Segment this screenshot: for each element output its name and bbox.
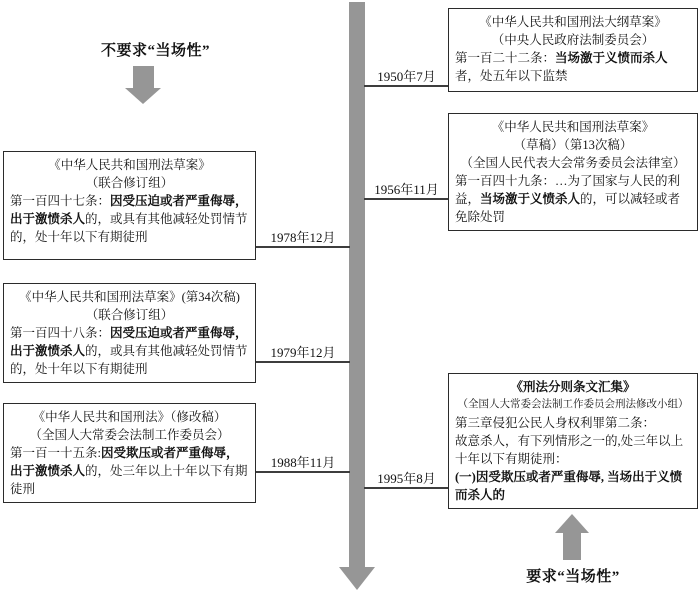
law-org: （全国人民代表大会常务委员会法律室）	[460, 156, 686, 170]
up-arrow-shaft	[563, 533, 581, 560]
timeline-bar	[349, 2, 365, 568]
body-rest: 的，或具有其他减轻处罚情节的，处十年以下有期徒刑	[10, 344, 248, 376]
date-label-1988: 1988年11月	[270, 455, 336, 470]
article-number: 第一百四十九条：…为了国家与人民的利益，	[455, 174, 681, 206]
body-rest: 者，处五年以下监禁	[455, 69, 568, 83]
timeline-down-arrowhead-icon	[339, 567, 375, 590]
law-title: 《中华人民共和国刑法草案》	[491, 120, 655, 134]
article-number: 第一百四十八条：	[10, 326, 111, 340]
law-body	[455, 49, 691, 85]
emphasis-text: 当场激于义愤杀人	[480, 192, 581, 206]
body-rest: 的，可以减轻或者免除处罚	[455, 192, 681, 224]
down-arrow-shaft	[133, 66, 154, 88]
up-arrow-head	[555, 514, 589, 533]
law-box-1956-draft	[448, 113, 698, 231]
connector-line-1988	[256, 471, 350, 473]
connector-line-1979	[256, 361, 350, 363]
law-body	[10, 444, 249, 498]
chapter-line: 第三章侵犯公民人身权利罪第二条：	[455, 416, 656, 430]
down-arrow-head	[125, 88, 161, 104]
law-title: 《中华人民共和国刑法草案》	[48, 158, 211, 172]
law-title: 《中华人民共和国刑法》（修改稿）	[32, 410, 227, 424]
article-number: 第一百二十二条：	[455, 51, 556, 65]
emphasis-text: 因受欺压或者严重侮辱，出于激愤杀人	[10, 446, 239, 478]
emphasis-text: 当场激于义愤而杀人	[555, 51, 668, 65]
connector-line-1950	[364, 85, 448, 87]
law-title: 《刑法分则条文汇集》	[510, 380, 636, 394]
law-box-1995-compilation	[448, 373, 698, 509]
body-rest: 的，或具有其他减轻处罚情节的，处十年以下有期徒刑	[10, 212, 248, 244]
law-body	[10, 324, 249, 378]
connector-line-1956	[364, 198, 448, 200]
date-label-1979: 1979年12月	[270, 345, 336, 360]
law-org: （全国人大常委会法制工作委员会）	[29, 428, 230, 442]
date-label-1956: 1956年11月	[374, 182, 439, 197]
date-label-1978: 1978年12月	[270, 230, 336, 245]
law-box-1978-draft	[3, 151, 256, 260]
emphasis-text: (一)因受欺压或者严重侮辱, 当场出于义愤而杀人的	[455, 470, 683, 502]
law-org: （中央人民政府法制委员会）	[491, 33, 655, 47]
body-rest: 的，处三年以上十年以下有期徒刑	[10, 464, 248, 496]
law-box-1950-outline	[448, 8, 698, 92]
law-title: 《中华人民共和国刑法大纲草案》	[479, 15, 667, 29]
law-org: （联合修订组）	[85, 308, 174, 322]
law-body	[455, 172, 691, 226]
law-box-1979-draft	[3, 283, 256, 383]
law-body	[10, 192, 249, 246]
article-number: 第一百四十七条：	[10, 194, 111, 208]
law-org: （联合修订组）	[85, 176, 174, 190]
law-title: 《中华人民共和国刑法草案》(第34次稿)	[19, 290, 240, 304]
date-label-1950: 1950年7月	[377, 69, 436, 84]
label-onsite-requirement: 要求“当场性”	[526, 569, 620, 585]
article-number: 第一百一十五条:	[10, 446, 101, 460]
connector-line-1978	[256, 246, 350, 248]
emphasis-text: 因受压迫或者严重侮辱，出于激愤杀人	[10, 326, 248, 358]
law-org: （全国人大常委会法制工作委员会刑法修改小组）	[457, 399, 689, 410]
emphasis-text: 因受压迫或者严重侮辱，出于激愤杀人	[10, 194, 248, 226]
label-no-onsite-requirement: 不要求“当场性”	[100, 43, 210, 59]
law-draft-stage: （草稿）（第13次稿）	[513, 138, 633, 152]
date-label-1995: 1995年8月	[377, 471, 436, 486]
law-box-1988-revision	[3, 403, 256, 503]
law-body: 故意杀人，有下列情形之一的,处三年以上十年以下有期徒刑：	[455, 434, 684, 466]
connector-line-1995	[364, 487, 448, 489]
